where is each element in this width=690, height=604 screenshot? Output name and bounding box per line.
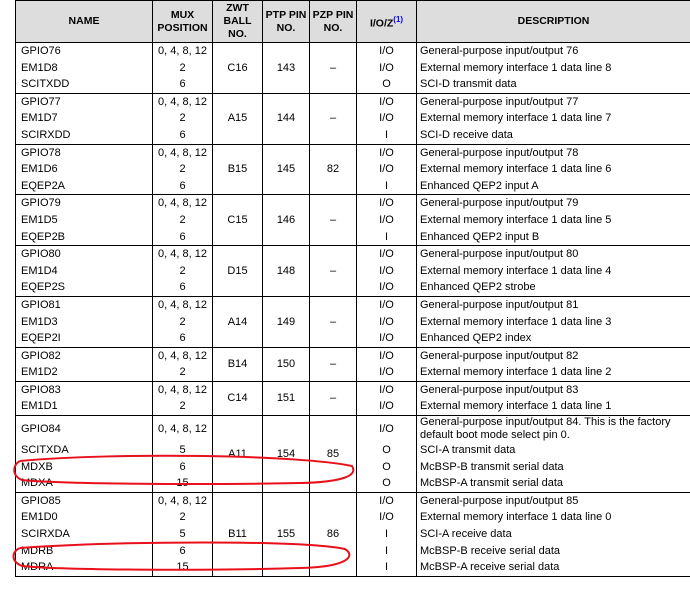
signal-description: General-purpose input/output 78	[417, 144, 690, 161]
io-type: I/O	[357, 93, 417, 110]
zwt-ball-number: D15	[213, 246, 263, 297]
table-row	[16, 347, 690, 364]
pzp-pin-number: –	[310, 93, 357, 144]
signal-name: EM1D1	[16, 398, 153, 415]
signal-name: EQEP2B	[16, 229, 153, 246]
zwt-ball-number: B14	[213, 347, 263, 381]
mux-position: 0, 4, 8, 12	[153, 43, 213, 60]
io-type: I/O	[357, 43, 417, 60]
table-row	[16, 381, 690, 398]
signal-description: General-purpose input/output 84. This is the factory default boot mode select pin 0.	[417, 416, 690, 443]
io-type: O	[357, 76, 417, 93]
pzp-pin-number: –	[310, 195, 357, 246]
table-row	[16, 416, 690, 443]
ptp-pin-number: 155	[263, 492, 310, 576]
signal-description: General-purpose input/output 80	[417, 246, 690, 263]
mux-position: 5	[153, 442, 213, 459]
ptp-pin-number: 149	[263, 296, 310, 347]
signal-name: EM1D6	[16, 161, 153, 178]
mux-position: 2	[153, 263, 213, 280]
pzp-pin-number: –	[310, 43, 357, 94]
signal-name: EQEP2S	[16, 279, 153, 296]
table-row	[16, 246, 690, 263]
mux-position: 6	[153, 279, 213, 296]
signal-name: GPIO78	[16, 144, 153, 161]
io-type: I/O	[357, 314, 417, 331]
signal-description: McBSP-A receive serial data	[417, 559, 690, 576]
signal-description: External memory interface 1 data line 2	[417, 364, 690, 381]
ptp-pin-number: 146	[263, 195, 310, 246]
pzp-pin-number: 85	[310, 416, 357, 493]
signal-description: McBSP-B transmit serial data	[417, 459, 690, 476]
io-type: I	[357, 127, 417, 144]
io-type: I/O	[357, 347, 417, 364]
mux-position: 6	[153, 127, 213, 144]
signal-description: General-purpose input/output 85	[417, 492, 690, 509]
zwt-ball-number: C15	[213, 195, 263, 246]
ptp-pin-number: 148	[263, 246, 310, 297]
ptp-pin-number: 154	[263, 416, 310, 493]
io-type: I/O	[357, 330, 417, 347]
signal-name: EM1D3	[16, 314, 153, 331]
mux-position: 0, 4, 8, 12	[153, 296, 213, 313]
mux-position: 2	[153, 364, 213, 381]
signal-description: External memory interface 1 data line 8	[417, 60, 690, 77]
signal-name: GPIO79	[16, 195, 153, 212]
mux-position: 2	[153, 509, 213, 526]
io-type: I/O	[357, 212, 417, 229]
ptp-pin-number: 143	[263, 43, 310, 94]
io-type: I/O	[357, 195, 417, 212]
mux-position: 2	[153, 398, 213, 415]
signal-name: EM1D5	[16, 212, 153, 229]
signal-description: SCI-D transmit data	[417, 76, 690, 93]
signal-name: GPIO82	[16, 347, 153, 364]
mux-position: 2	[153, 314, 213, 331]
zwt-ball-number: A14	[213, 296, 263, 347]
signal-description: General-purpose input/output 83	[417, 381, 690, 398]
signal-name: GPIO80	[16, 246, 153, 263]
zwt-ball-number: A15	[213, 93, 263, 144]
mux-position: 6	[153, 459, 213, 476]
signal-description: SCI-A receive data	[417, 526, 690, 543]
signal-name: EM1D8	[16, 60, 153, 77]
io-type: I/O	[357, 110, 417, 127]
signal-name: SCITXDA	[16, 442, 153, 459]
signal-name: MDRB	[16, 543, 153, 560]
header-row	[16, 1, 690, 43]
io-type: I/O	[357, 263, 417, 280]
mux-position: 6	[153, 76, 213, 93]
mux-position: 6	[153, 229, 213, 246]
signal-name: GPIO77	[16, 93, 153, 110]
signal-name: EQEP2A	[16, 178, 153, 195]
io-type: I	[357, 543, 417, 560]
signal-description: General-purpose input/output 82	[417, 347, 690, 364]
ptp-pin-number: 150	[263, 347, 310, 381]
mux-position: 6	[153, 543, 213, 560]
header-ioz	[357, 1, 417, 43]
signal-name: EM1D4	[16, 263, 153, 280]
pzp-pin-number: –	[310, 296, 357, 347]
table-body	[16, 43, 690, 577]
signal-description: External memory interface 1 data line 6	[417, 161, 690, 178]
io-type: I/O	[357, 296, 417, 313]
signal-description: SCI-A transmit data	[417, 442, 690, 459]
header-zwt-ball: ZWT BALL NO.	[213, 1, 263, 43]
signal-name: MDXA	[16, 475, 153, 492]
signal-name: SCIRXDA	[16, 526, 153, 543]
signal-description: General-purpose input/output 76	[417, 43, 690, 60]
signal-description: General-purpose input/output 81	[417, 296, 690, 313]
signal-description: External memory interface 1 data line 1	[417, 398, 690, 415]
signal-description: Enhanced QEP2 index	[417, 330, 690, 347]
mux-position: 15	[153, 559, 213, 576]
table-row	[16, 93, 690, 110]
mux-position: 0, 4, 8, 12	[153, 416, 213, 443]
signal-description: McBSP-B receive serial data	[417, 543, 690, 560]
signal-description: General-purpose input/output 79	[417, 195, 690, 212]
signal-name: EM1D0	[16, 509, 153, 526]
io-type: I	[357, 559, 417, 576]
io-type: I/O	[357, 509, 417, 526]
pzp-pin-number: 82	[310, 144, 357, 195]
signal-description: External memory interface 1 data line 0	[417, 509, 690, 526]
mux-position: 0, 4, 8, 12	[153, 347, 213, 364]
signal-name: SCITXDD	[16, 76, 153, 93]
table-row	[16, 195, 690, 212]
mux-position: 0, 4, 8, 12	[153, 246, 213, 263]
footnote-link[interactable]: (1)	[393, 14, 404, 24]
zwt-ball-number: C14	[213, 381, 263, 415]
io-type: O	[357, 475, 417, 492]
io-type: I	[357, 526, 417, 543]
io-type: O	[357, 459, 417, 476]
mux-position: 6	[153, 178, 213, 195]
io-type: I/O	[357, 246, 417, 263]
table-row	[16, 492, 690, 509]
pzp-pin-number: –	[310, 246, 357, 297]
io-type: I/O	[357, 60, 417, 77]
io-type: I/O	[357, 492, 417, 509]
header-mux-position: MUX POSITION	[153, 1, 213, 43]
mux-position: 0, 4, 8, 12	[153, 93, 213, 110]
signal-description: Enhanced QEP2 strobe	[417, 279, 690, 296]
io-type: I/O	[357, 364, 417, 381]
table-row	[16, 296, 690, 313]
ptp-pin-number: 144	[263, 93, 310, 144]
mux-position: 2	[153, 110, 213, 127]
signal-description: McBSP-A transmit serial data	[417, 475, 690, 492]
signal-name: EM1D7	[16, 110, 153, 127]
signal-description: External memory interface 1 data line 3	[417, 314, 690, 331]
signal-name: MDXB	[16, 459, 153, 476]
zwt-ball-number: B15	[213, 144, 263, 195]
signal-name: EQEP2I	[16, 330, 153, 347]
io-type: I/O	[357, 416, 417, 443]
signal-name: MDRA	[16, 559, 153, 576]
pzp-pin-number: 86	[310, 492, 357, 576]
signal-description: General-purpose input/output 77	[417, 93, 690, 110]
zwt-ball-number: B11	[213, 492, 263, 576]
signal-description: Enhanced QEP2 input B	[417, 229, 690, 246]
io-type: I	[357, 229, 417, 246]
ptp-pin-number: 145	[263, 144, 310, 195]
mux-position: 2	[153, 161, 213, 178]
table-row	[16, 43, 690, 60]
signal-name: GPIO85	[16, 492, 153, 509]
signal-name: EM1D2	[16, 364, 153, 381]
signal-description: External memory interface 1 data line 7	[417, 110, 690, 127]
mux-position: 2	[153, 212, 213, 229]
header-ptp-pin: PTP PIN NO.	[263, 1, 310, 43]
io-type: I/O	[357, 381, 417, 398]
mux-position: 2	[153, 60, 213, 77]
header-ioz-label: I/O/Z	[369, 17, 394, 30]
signal-name: GPIO83	[16, 381, 153, 398]
mux-position: 0, 4, 8, 12	[153, 492, 213, 509]
io-type: I	[357, 178, 417, 195]
signal-description: SCI-D receive data	[417, 127, 690, 144]
signal-name: SCIRXDD	[16, 127, 153, 144]
pzp-pin-number: –	[310, 347, 357, 381]
header-pzp-pin: PZP PIN NO.	[310, 1, 357, 43]
signal-name: GPIO81	[16, 296, 153, 313]
io-type: O	[357, 442, 417, 459]
mux-position: 0, 4, 8, 12	[153, 144, 213, 161]
signal-description: Enhanced QEP2 input A	[417, 178, 690, 195]
io-type: I/O	[357, 398, 417, 415]
zwt-ball-number: A11	[213, 416, 263, 493]
header-description: DESCRIPTION	[417, 1, 690, 43]
signal-name: GPIO84	[16, 416, 153, 443]
mux-position: 15	[153, 475, 213, 492]
io-type: I/O	[357, 161, 417, 178]
signal-description: External memory interface 1 data line 5	[417, 212, 690, 229]
ptp-pin-number: 151	[263, 381, 310, 415]
mux-position: 5	[153, 526, 213, 543]
io-type: I/O	[357, 279, 417, 296]
mux-position: 0, 4, 8, 12	[153, 195, 213, 212]
signal-name: GPIO76	[16, 43, 153, 60]
pzp-pin-number: –	[310, 381, 357, 415]
signal-description: External memory interface 1 data line 4	[417, 263, 690, 280]
header-name: NAME	[16, 1, 153, 43]
pin-attributes-table	[15, 0, 690, 577]
zwt-ball-number: C16	[213, 43, 263, 94]
mux-position: 6	[153, 330, 213, 347]
mux-position: 0, 4, 8, 12	[153, 381, 213, 398]
table-row	[16, 144, 690, 161]
io-type: I/O	[357, 144, 417, 161]
